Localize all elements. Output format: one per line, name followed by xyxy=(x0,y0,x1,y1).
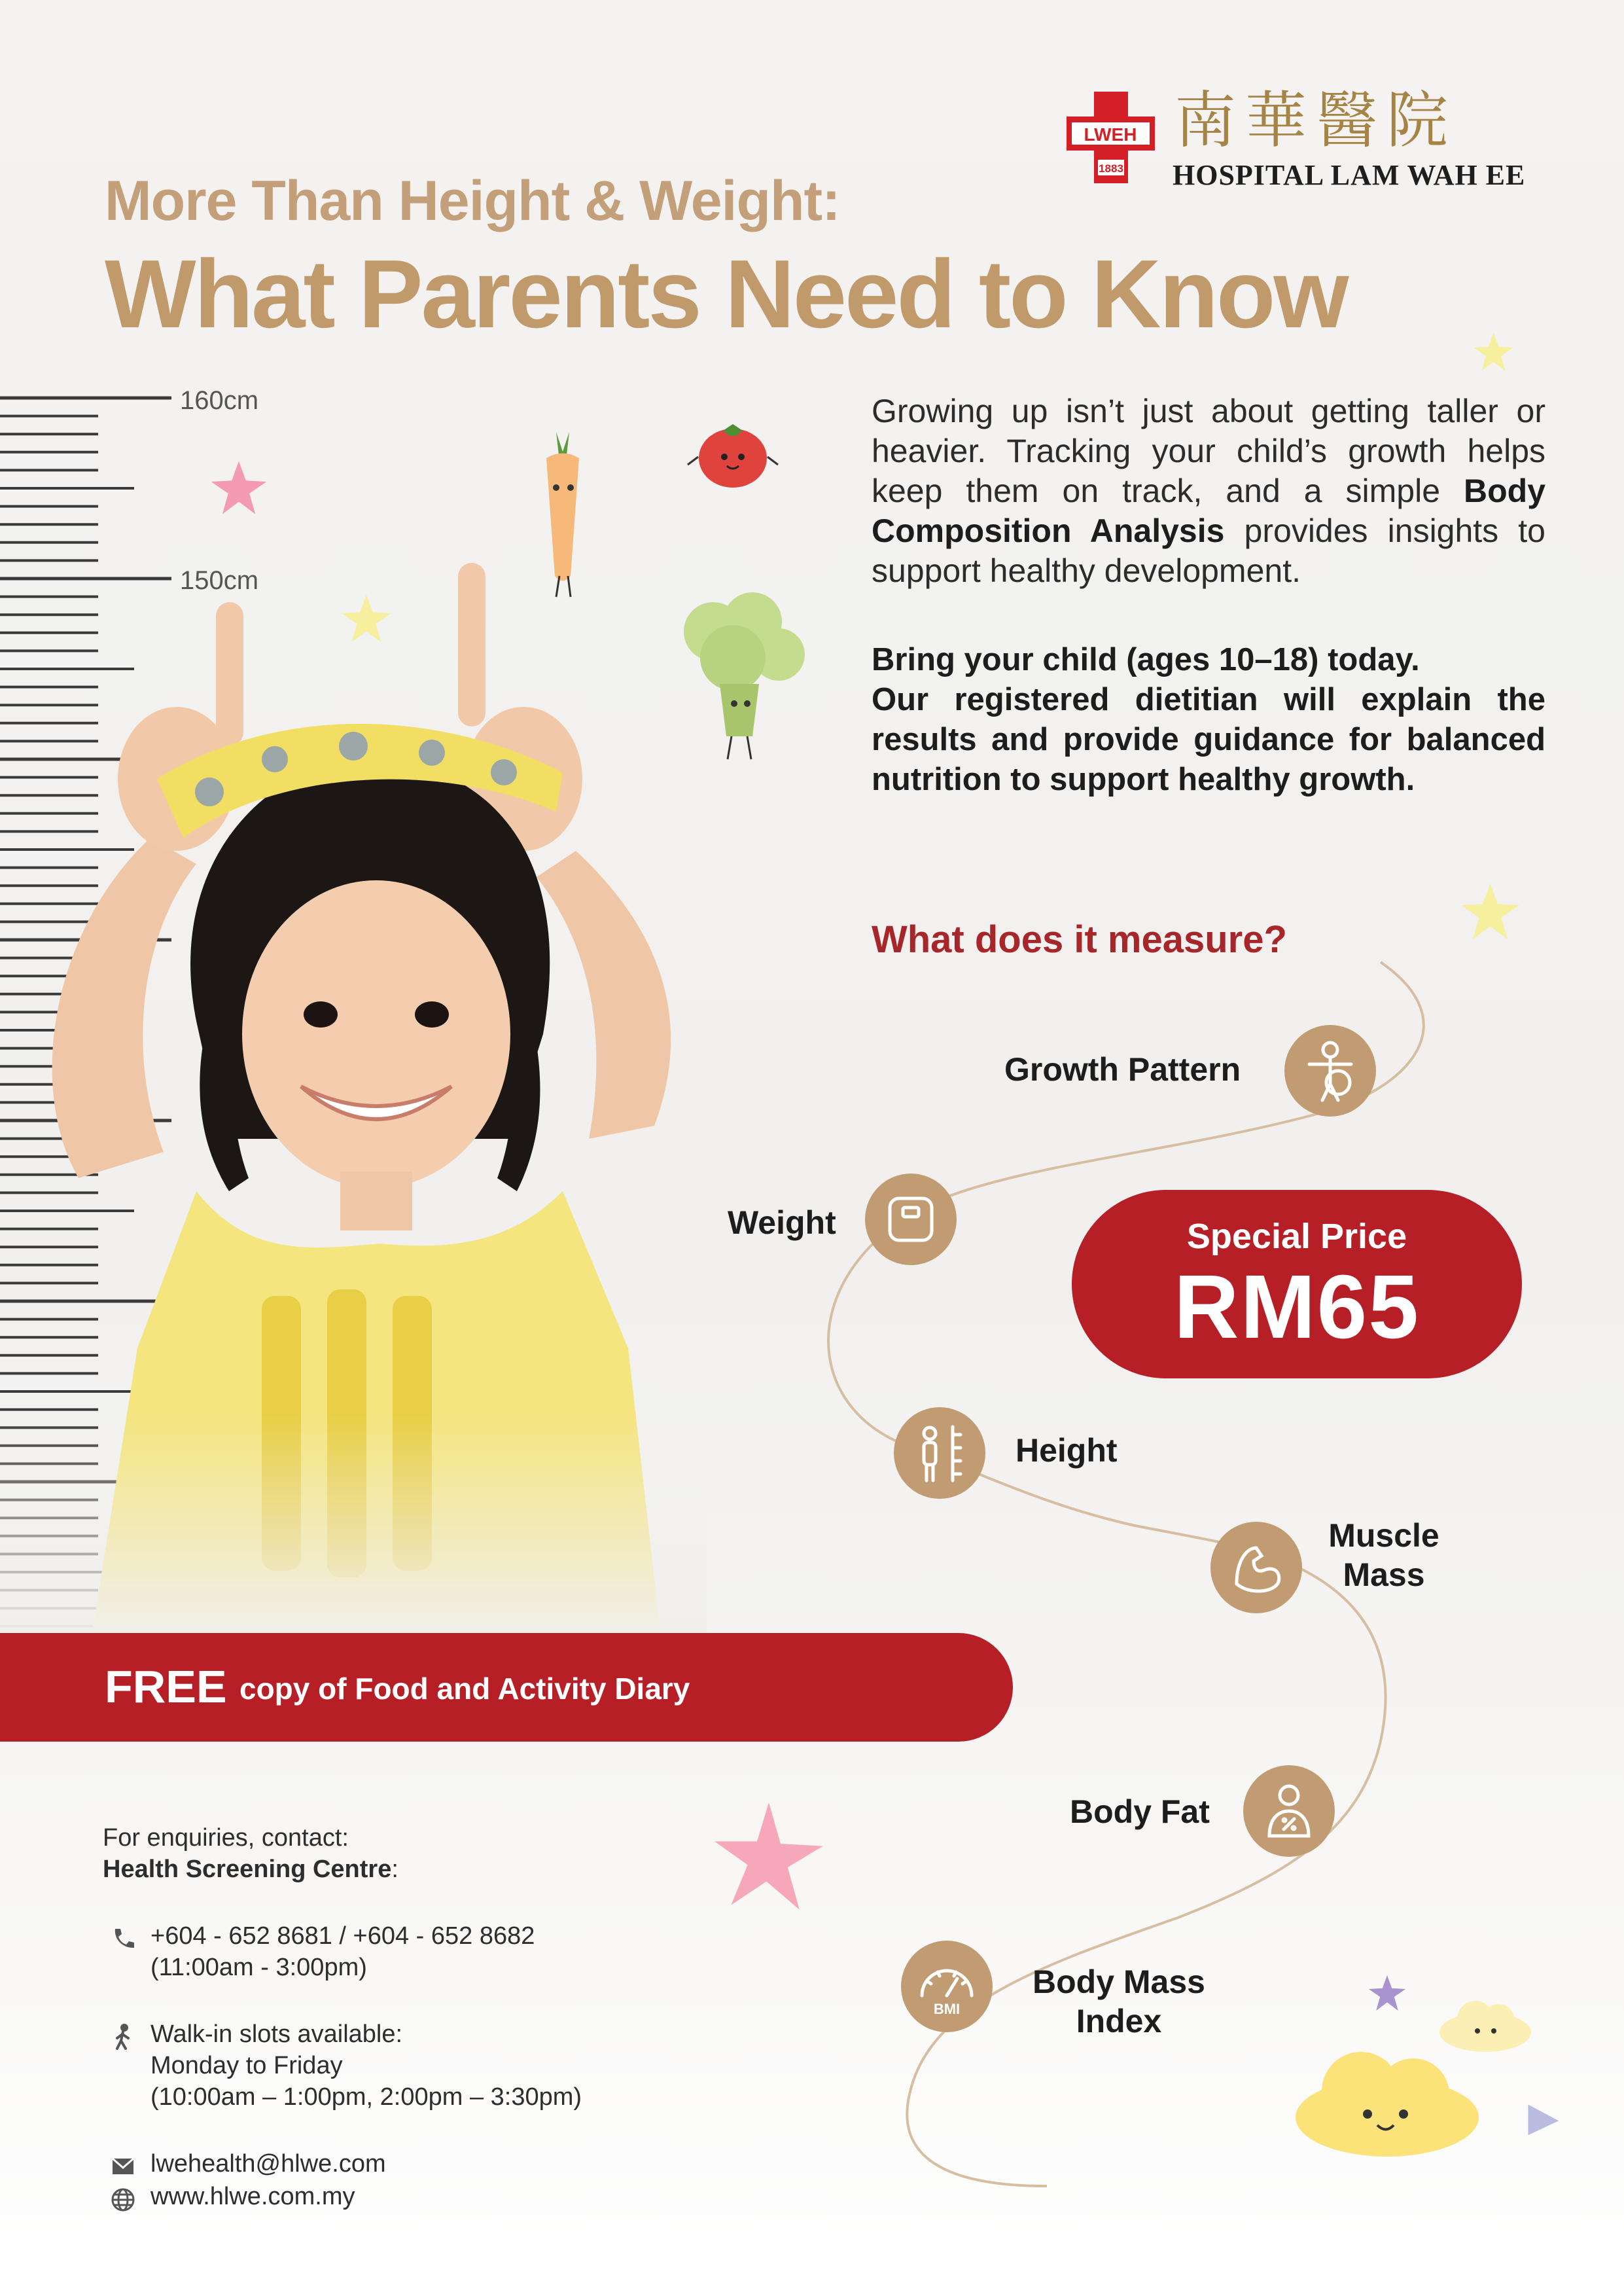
intro-bold: Body Composition Analysis xyxy=(872,473,1545,549)
price-label: Special Price xyxy=(1186,1217,1407,1256)
muscle-icon xyxy=(1210,1522,1302,1613)
intro-text-end: provides insights to support healthy development. xyxy=(872,512,1545,589)
svg-text:LWEH: LWEH xyxy=(1084,124,1137,145)
measure-label-body-fat: Body Fat xyxy=(1070,1793,1210,1830)
cta-line1: Bring your child (ages 10–18) today. xyxy=(872,642,1420,677)
measure-heading: What does it measure? xyxy=(872,918,1287,961)
measure-label-weight: Weight xyxy=(728,1204,836,1241)
measure-label-bmi: Body Mass Index xyxy=(1033,1964,1205,2039)
walking-person-icon xyxy=(110,2024,136,2050)
walkin-hours: (10:00am – 1:00pm, 2:00pm – 3:30pm) xyxy=(150,2083,582,2111)
contact-website[interactable]: www.hlwe.com.my xyxy=(150,2183,355,2210)
price-value: RM65 xyxy=(1173,1257,1421,1357)
weighing-scale-icon xyxy=(865,1174,957,1265)
measure-label-muscle-mass: Muscle Mass xyxy=(1328,1517,1439,1593)
walkin-title: Walk-in slots available: xyxy=(150,2020,403,2048)
phone-icon xyxy=(110,1926,136,1952)
measure-label-growth-pattern: Growth Pattern xyxy=(1004,1051,1241,1088)
free-diary-banner xyxy=(0,1633,1013,1742)
free-banner-text: copy of Food and Activity Diary xyxy=(239,1672,690,1706)
walkin-days: Monday to Friday xyxy=(150,2052,343,2079)
height-icon xyxy=(894,1407,985,1499)
contact-phone[interactable]: +604 - 652 8681 / +604 - 652 8682 xyxy=(150,1922,535,1950)
contact-email[interactable]: lwehealth@hlwe.com xyxy=(150,2150,386,2178)
svg-text:1883: 1883 xyxy=(1099,162,1123,175)
bmi-gauge-icon xyxy=(901,1941,993,2032)
email-icon xyxy=(110,2153,136,2179)
globe-icon xyxy=(110,2187,136,2213)
contact-intro xyxy=(103,1822,398,1885)
contact-phone-hours: (11:00am - 3:00pm) xyxy=(150,1954,367,1981)
ruler-label-160: 160cm xyxy=(180,386,259,415)
special-price-badge xyxy=(1072,1190,1522,1378)
measure-label-height: Height xyxy=(1015,1432,1118,1469)
contact-centre: Health Screening Centre xyxy=(103,1856,392,1883)
ruler-label-150: 150cm xyxy=(180,566,259,595)
headline-line1: More Than Height & Weight: xyxy=(105,170,840,232)
intro-text: Growing up isn’t just about getting taller or heavier. Tracking your child’s growth helps keep them on track, and a simple xyxy=(872,393,1545,509)
growth-pattern-icon xyxy=(1284,1025,1376,1117)
cta-line2: Our registered dietitian will explain the results and provide guidance for balanced nutrition to support healthy growth. xyxy=(872,682,1545,797)
hospital-english-name: HOSPITAL LAM WAH EE xyxy=(1173,159,1526,191)
svg-text:BMI: BMI xyxy=(933,2001,961,2017)
contact-intro-text: For enquiries, contact: xyxy=(103,1824,349,1852)
body-fat-icon xyxy=(1243,1765,1335,1857)
hospital-chinese-name: 南華醫院 xyxy=(1174,85,1458,156)
contact-centre-colon: : xyxy=(391,1856,398,1883)
free-label: FREE xyxy=(105,1661,227,1712)
headline-line2: What Parents Need to Know xyxy=(105,240,1347,348)
